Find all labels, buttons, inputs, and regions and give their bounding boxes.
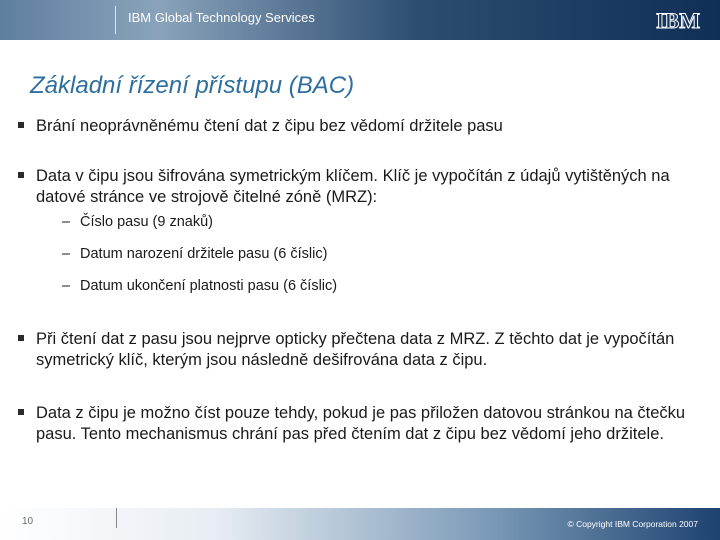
bullet-marker (18, 172, 24, 178)
ibm-logo (648, 2, 708, 38)
header-title: IBM Global Technology Services (128, 10, 315, 25)
ibm-logo-text: IBM (656, 8, 700, 33)
bullet-marker (18, 335, 24, 341)
sub-bullet-dash: – (62, 214, 71, 230)
bullet-text: Data v čipu jsou šifrována symetrickým klíčem. Klíč je vypočítán z údajů vytištěných na datové stránce ve strojově čitelné zóně (MRZ): (36, 167, 670, 206)
bullet-text: Data z čipu je možno číst pouze tehdy, pokud je pas přiložen datovou stránkou na čtečku pasu. Tento mechanismus chrání pas před čtením dat z čipu bez vědomí jeho držitele. (36, 404, 686, 443)
bullet-text: Při čtení dat z pasu jsou nejprve opticky přečtena data z MRZ. Z těchto dat je vypočítán symetrický klíč, kterým jsou následně dešifrována data z čipu. (36, 330, 675, 369)
sub-bullet-text: Datum ukončení platnosti pasu (6 číslic) (80, 278, 338, 294)
bullet-marker (18, 409, 24, 415)
sub-bullet-dash: – (62, 246, 71, 262)
bullet-marker (18, 122, 24, 128)
sub-bullet-text: Datum narození držitele pasu (6 číslic) (80, 246, 328, 262)
sub-bullet-text: Číslo pasu (9 znaků) (80, 214, 213, 230)
page-number: 10 (22, 516, 34, 527)
slide-title: Základní řízení přístupu (BAC) (30, 72, 355, 99)
sub-bullet-dash: – (62, 278, 71, 294)
footer-divider (116, 508, 117, 528)
bullet-text: Brání neoprávněnému čtení dat z čipu bez vědomí držitele pasu (36, 117, 503, 135)
copyright: © Copyright IBM Corporation 2007 (567, 519, 698, 529)
header-divider (115, 6, 116, 34)
header-bar (0, 0, 720, 40)
